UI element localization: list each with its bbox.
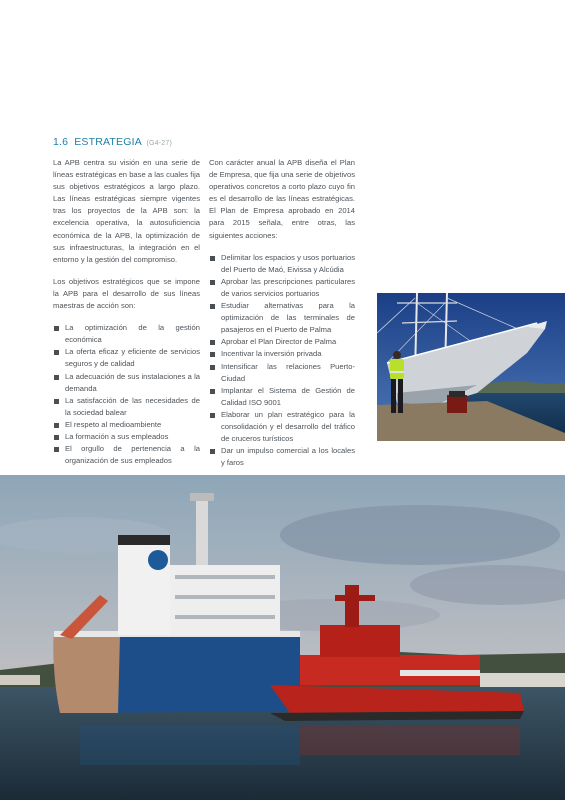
list-item: El orgullo de pertenencia a la organización de sus empleados	[53, 443, 200, 467]
list-item: Implantar el Sistema de Gestión de Calidad ISO 9001	[209, 385, 355, 409]
actions-list	[209, 252, 355, 470]
list-item: Intensificar las relaciones Puerto-Ciudad	[209, 361, 355, 385]
business-plan-paragraph: Con carácter anual la APB diseña el Plan de Empresa, que fija una serie de objetivos operativos concretos a corto plazo cuyo fin es el desarrollo de las líneas estratégicas. El Plan de Empresa aprobado en 2014 para 2015 señala, entre otras, las siguientes acciones:	[209, 158, 355, 240]
list-item: El respeto al medioambiente	[53, 419, 200, 431]
sailing-ship-photo	[377, 293, 565, 441]
section-number: 1.6	[53, 136, 69, 148]
objectives-list	[53, 322, 200, 467]
list-item: Aprobar el Plan Director de Palma	[209, 336, 355, 348]
text-column-right	[209, 157, 355, 469]
text-column-left	[53, 157, 200, 467]
section-title: ESTRATEGIA	[74, 136, 142, 148]
cargo-ship-illustration	[0, 475, 565, 800]
list-item: Estudiar alternativas para la optimización de las terminales de pasajeros en el Puerto de Palma	[209, 300, 355, 336]
list-item: La oferta eficaz y eficiente de servicios seguros y de calidad	[53, 346, 200, 370]
list-item: Aprobar las prescripciones particulares de varios servicios portuarios	[209, 276, 355, 300]
intro-paragraph: La APB centra su visión en una serie de líneas estratégicas en base a las cuales fija sus objetivos estratégicos a largo plazo. Las líneas estratégicas siempre vigentes tras los proyectos de la APB son: la excelencia operativa, la autosuficiencia económica de la APB, la optimización de sus infraestructuras, la integración en el entorno y la gestión del compromiso.	[53, 158, 200, 264]
sailing-ship-illustration	[377, 293, 565, 441]
section-heading	[53, 136, 172, 148]
list-item: Delimitar los espacios y usos portuarios del Puerto de Maó, Eivissa y Alcúdia	[209, 252, 355, 276]
list-item: La satisfacción de las necesidades de la sociedad balear	[53, 395, 200, 419]
list-item: La optimización de la gestión económica	[53, 322, 200, 346]
list-item: Incentivar la inversión privada	[209, 348, 355, 360]
list-item: La formación a sus empleados	[53, 431, 200, 443]
section-code: (G4-27)	[146, 140, 173, 147]
cargo-ship-photo	[0, 475, 565, 800]
list-item: La adecuación de sus instalaciones a la demanda	[53, 371, 200, 395]
list-item: Elaborar un plan estratégico para la consolidación y el desarrollo del tráfico de cruceros turísticos	[209, 409, 355, 445]
objectives-intro-paragraph: Los objetivos estratégicos que se impone la APB para el desarrollo de sus líneas maestras de acción son:	[53, 276, 200, 311]
list-item: Dar un impulso comercial a los locales y faros	[209, 445, 355, 469]
